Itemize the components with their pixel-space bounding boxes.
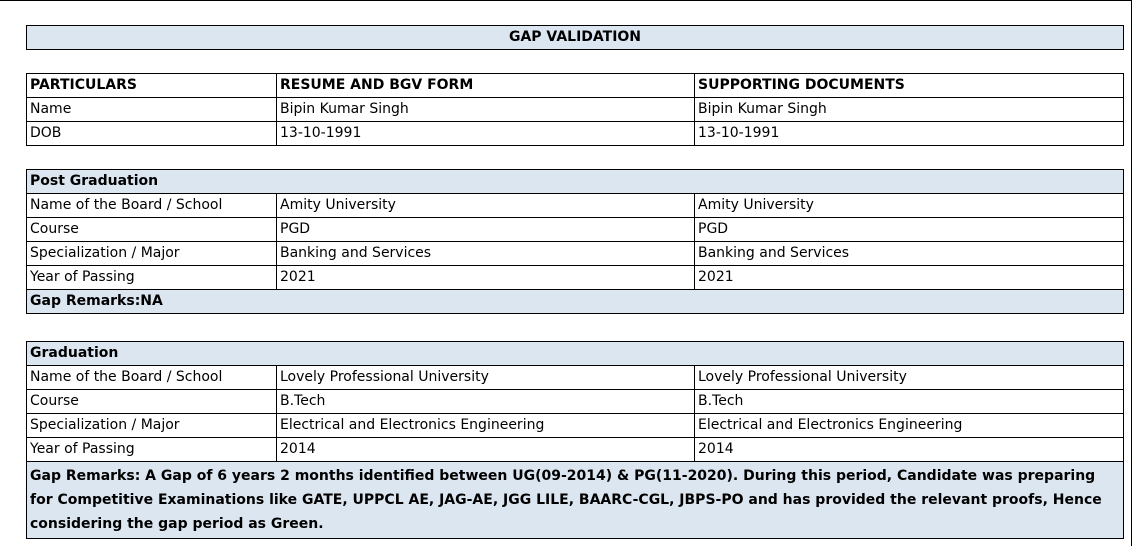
cell-resume-value: 2014 [277, 438, 695, 462]
cell-resume-value: PGD [277, 218, 695, 242]
cell-label: DOB [27, 122, 277, 146]
remarks-row [27, 290, 1124, 314]
table-row-name [27, 98, 1124, 122]
cell-label: Year of Passing [27, 438, 277, 462]
cell-label: Name [27, 98, 277, 122]
cell-label: Course [27, 218, 277, 242]
cell-resume-value: 13-10-1991 [277, 122, 695, 146]
header-particulars: PARTICULARS [27, 74, 277, 98]
table-row [27, 218, 1124, 242]
cell-document-value: 13-10-1991 [695, 122, 1124, 146]
cell-label: Course [27, 390, 277, 414]
page-title: GAP VALIDATION [26, 25, 1124, 50]
gap-remarks-post-graduation: Gap Remarks:NA [27, 290, 1124, 314]
personal-details-table [26, 73, 1124, 146]
cell-document-value: 2014 [695, 438, 1124, 462]
cell-label: Specialization / Major [27, 414, 277, 438]
cell-document-value: Banking and Services [695, 242, 1124, 266]
table-header-row [27, 74, 1124, 98]
table-row [27, 194, 1124, 218]
header-resume-bgv: RESUME AND BGV FORM [277, 74, 695, 98]
cell-resume-value: 2021 [277, 266, 695, 290]
table-row-dob [27, 122, 1124, 146]
table-row [27, 414, 1124, 438]
remarks-row [27, 462, 1124, 539]
table-row [27, 266, 1124, 290]
graduation-table [26, 341, 1124, 539]
cell-label: Year of Passing [27, 266, 277, 290]
table-row [27, 242, 1124, 266]
section-heading-row [27, 170, 1124, 194]
cell-resume-value: B.Tech [277, 390, 695, 414]
cell-resume-value: Banking and Services [277, 242, 695, 266]
table-row [27, 366, 1124, 390]
header-supporting-docs: SUPPORTING DOCUMENTS [695, 74, 1124, 98]
post-graduation-table [26, 169, 1124, 314]
cell-document-value: 2021 [695, 266, 1124, 290]
cell-resume-value: Electrical and Electronics Engineering [277, 414, 695, 438]
cell-document-value: Lovely Professional University [695, 366, 1124, 390]
cell-resume-value: Amity University [277, 194, 695, 218]
cell-resume-value: Bipin Kumar Singh [277, 98, 695, 122]
cell-document-value: Bipin Kumar Singh [695, 98, 1124, 122]
cell-document-value: Amity University [695, 194, 1124, 218]
cell-label: Name of the Board / School [27, 194, 277, 218]
table-row [27, 438, 1124, 462]
cell-document-value: Electrical and Electronics Engineering [695, 414, 1124, 438]
section-heading-post-graduation: Post Graduation [27, 170, 1124, 194]
cell-document-value: PGD [695, 218, 1124, 242]
table-row [27, 390, 1124, 414]
section-heading-graduation: Graduation [27, 342, 1124, 366]
gap-remarks-graduation: Gap Remarks: A Gap of 6 years 2 months identified between UG(09-2014) & PG(11-2020). During this period, Candidate was preparing for Competitive Examinations like GATE, UPPCL AE, JAG-AE, JGG LILE, BAARC-CGL, JBPS-PO and has provided the relevant proofs, Hence considering the gap period as Green. [27, 462, 1124, 539]
section-heading-row [27, 342, 1124, 366]
cell-resume-value: Lovely Professional University [277, 366, 695, 390]
cell-label: Name of the Board / School [27, 366, 277, 390]
cell-document-value: B.Tech [695, 390, 1124, 414]
cell-label: Specialization / Major [27, 242, 277, 266]
